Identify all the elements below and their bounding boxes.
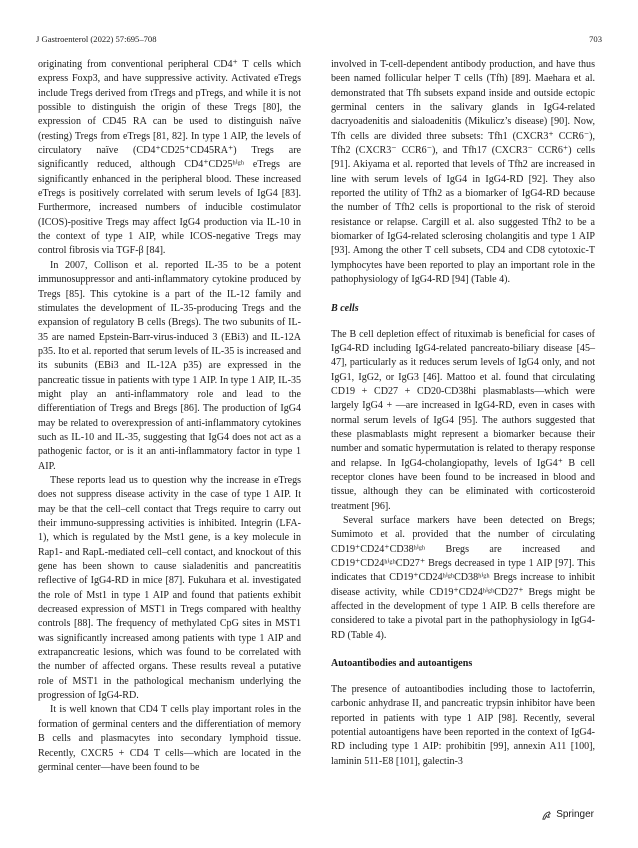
paragraph-rituximab: The B cell depletion effect of rituximab is beneficial for cases of IgG4-RD including IgG4-related pancreato-biliary disease [45–47], particularly as it reduces serum levels of IgG4 only, and not IgG1, IgG2, or IgG3 [46]. Mattoo et al. found that circulating CD19 + CD27 + CD20-CD38hi plasmablasts—which were largely IgG4 + —are increased in IgG4-RD, even in cases with normal serum levels of IgG4 [95]. The authors suggested that these plasmablasts might represent a biomarker because their number and somatic hypermutation is related to therapy response and relapse. In IgG4-cholangiopathy, levels of IgG4⁺ B cell receptor clones have been found to be increased in blood and tissue, although they can be eliminated with corticosteroid treatment [96]. — [331, 328, 595, 512]
publisher-name: Springer — [556, 809, 594, 820]
paragraph-autoantigens: The presence of autoantibodies including those to lactoferrin, carbonic anhydrase II, and pancreatic trypsin inhibitor have been reported in patients with type 1 AIP [98]. Recently, several potential autoantigens have been reported in the context of IgG4-RD including type 1 AIP: prohibitin [99], annexin A11 [100], laminin 511-E8 [101], galectin-3 — [331, 684, 595, 767]
page-number: 703 — [589, 34, 602, 44]
publisher-logo — [541, 808, 594, 822]
section-heading-autoantibodies: Autoantibodies and autoantigens — [331, 658, 473, 670]
paragraph-tregs-origin: originating from conventional peripheral CD4⁺ T cells which express Foxp3, and have suppressive activity. Activated eTregs include Tregs derived from tTregs and pTregs, and while it is not possible to distinguish the origin of these Tregs [80], the expression of CD45 RA can be used to distinguish naïve (resting) Tregs from eTregs [81, 82]. In type 1 AIP, the levels of circulatory naïve (CD4⁺CD25⁺CD45RA⁺) Tregs are significantly reduced, although CD4⁺CD25ʰⁱᵍʰ eTregs are significantly enhanced in the peripheral blood. These increased eTregs is positively correlated with serum levels of IgG4 [83]. Furthermore, increased numbers of inducible costimulator (ICOS)-positive Tregs may affect IgG4 production via IL-10 in the context of type 1 AIP, while ICOS-negative Tregs may control fibrosis via TGF-β [84]. — [38, 59, 301, 257]
section-heading-b-cells: B cells — [331, 302, 359, 314]
right-column — [331, 58, 595, 769]
paragraph-mst1: These reports lead us to question why the increase in eTregs does not suppress disease activity in the case of type 1 AIP. It may be that the cell–cell contact that Tregs require to carry out their immuno-suppressing activities is inhibited. Integrin (LFA-1), which is regulated by the Mst1 gene, is a key molecule in Rap1- and RapL-mediated cell–cell contact, and knockout of this gene has been shown to cause sialadenitis and pancreatitis reflective of IgG4-RD in mice [87]. Fukuhara et al. investigated the role of Mst1 in type 1 AIP and found that patients exhibit decreased expression of MST1 in Tregs compared with healthy controls [88]. The frequency of methylated CpG sites in MST1 was significantly increased among patients with type 1 AIP and extrapancreatic lesions, which was found to be correlated with the number of affected organs. These results reveal a putative role of MST1 in the pathological mechanism underlying the progression of IgG4-RD. — [38, 474, 301, 702]
springer-horse-icon — [541, 810, 552, 821]
paragraph-il35: In 2007, Collison et al. reported IL-35 to be a potent immunosuppressor and anti-inflammatory cytokine produced by Tregs [85]. This cytokine is a part of the IL-12 family and stimulates the development of IL-35-producing Tregs and the expansion of regulatory B cells (Bregs). The two subunits of IL-35 are named Epstein-Barr-virus-induced 3 (EBi3) and IL-12A p35. Ito et al. reported that serum levels of IL-35 is increased and its subunits (EBi3 and IL-12A p35) are expressed in the pancreatic tissue in patients with type 1 AIP. In type 1 AIP, IL-35 might play an anti-inflammatory role and lead to the differentiation of Tregs and Bregs [86]. The production of IgG4 may be related to overexpression of anti-inflammatory cytokines such as IL-10 and IL-35, suggesting that IgG4 does not act as a pathogenic factor, or is it an anti-inflammatory factor in type 1 AIP. — [38, 259, 301, 472]
paragraph-tfh: involved in T-cell-dependent antibody production, and have thus been named follicular helper T cells (Tfh) [89]. Maehara et al. demonstrated that Tfh subsets expand inside and outside ectopic germinal centers in the salivary glands in IgG4-related dacryoadenitis and sialoadenitis (Mikulicz’s disease) [90]. Now, Tfh cells are divided three subsets: Tfh1 (CXCR3⁺ CCR6⁻), Tfh2 (CXCR3⁻ CCR6⁻), and Tfh17 (CXCR3⁻ CCR6⁺) cells [91]. Akiyama et al. reported that levels of Tfh2 are increased in line with serum levels of IgG4 in IgG4-RD [92]. They also reported the utility of Tfh2 as a biomarker of IgG4-RD because the number of Tfh2 cells is proportional to the risk of steroid resistance or relapse. Cargill et al. also suggested Tfh2 to be a biomarker of IgG4-related sclerosing cholangitis and type 1 AIP [93]. Among the other T cell subsets, CD4 and CD8 cytotoxic-T lymphocytes have been reported to play an important role in the pathophysiology of IgG4-RD [94] (Table 4). — [331, 59, 595, 286]
running-header — [36, 32, 602, 46]
paragraph-bregs: Several surface markers have been detected on Bregs; Sumimoto et al. provided that the number of circulating CD19⁺CD24⁺CD38ʰⁱᵍʰ Bregs are increased and CD19⁺CD24ʰⁱᵍʰCD27⁺ Bregs decreased in type 1 AIP [97]. This indicates that CD19⁺CD24ʰⁱᵍʰCD38ʰⁱᵍʰ Bregs increase to inhibit disease activity, while CD19⁺CD24ʰⁱᵍʰCD27⁺ Bregs might be affected in the development of type 1 AIP. B cells therefore are considered to take a pivotal part in the pathophysiology in IgG4-RD (Table 4). — [331, 514, 595, 641]
journal-citation: J Gastroenterol (2022) 57:695–708 — [36, 34, 157, 44]
paragraph-cd4-tcells: It is well known that CD4 T cells play important roles in the formation of germinal centers and the differentiation of memory B cells and plasmacytes into secondary lymphoid tissue. Recently, CXCR5 + CD4 T cells—which are located in the germinal center—have been found to be — [38, 704, 301, 773]
left-column — [38, 58, 301, 775]
